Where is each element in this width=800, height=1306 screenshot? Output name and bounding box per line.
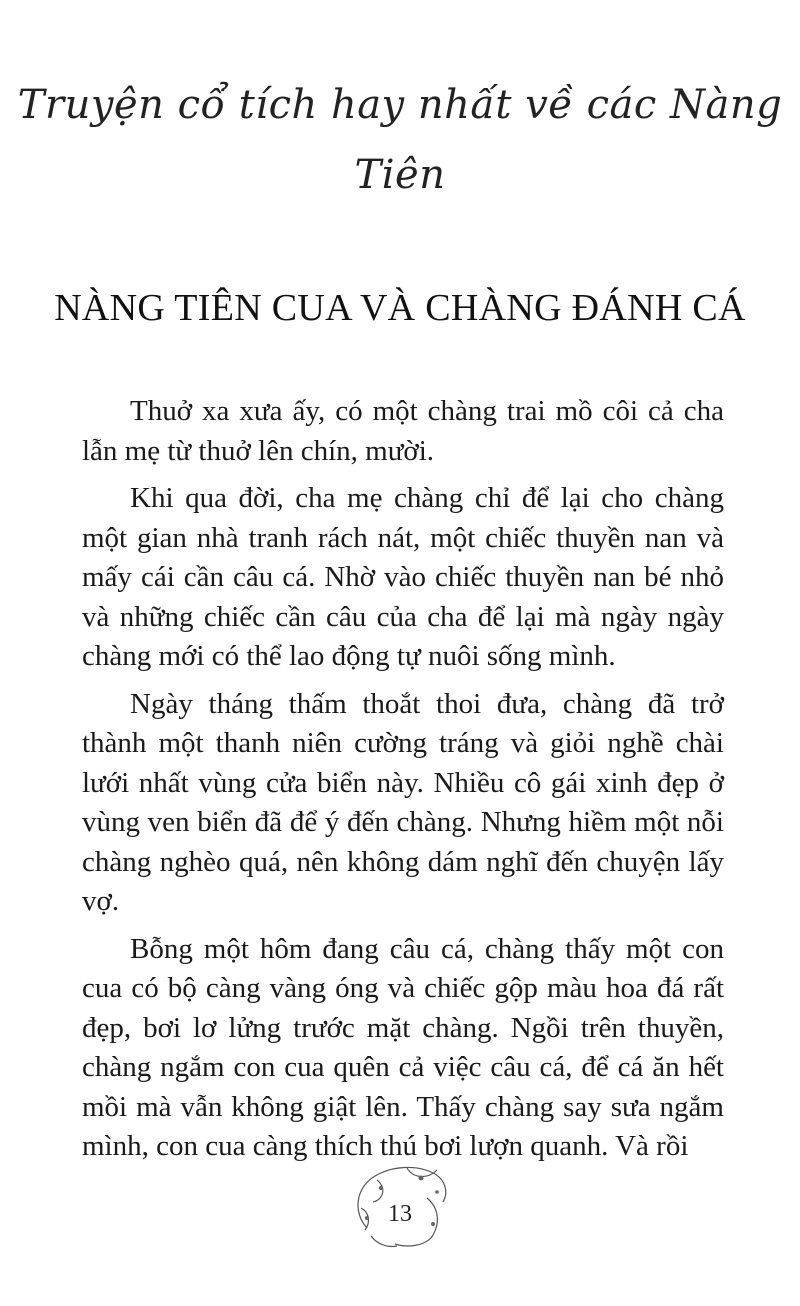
- paragraph-4: Bỗng một hôm đang câu cá, chàng thấy một con cua có bộ càng vàng óng và chiếc gộp màu hoa đá rất đẹp, bơi lơ lửng trước mặt chàng. Ngồi trên thuyền, chàng ngắm con cua quên cả việc câu cá, để cá ăn hết mồi mà vẫn không giật lên. Thấy chàng say sưa ngắm mình, con cua càng thích thú bơi lượn quanh. Và rồi: [82, 932, 724, 1162]
- story-title: NÀNG TIÊN CUA VÀ CHÀNG ĐÁNH CÁ: [54, 287, 746, 329]
- page-number: 13: [388, 1201, 412, 1227]
- paragraph-1: Thuở xa xưa ấy, có một chàng trai mồ côi cả cha lẫn mẹ từ thuở lên chín, mười.: [82, 395, 724, 467]
- paragraph-3: Ngày tháng thấm thoắt thoi đưa, chàng đã trở thành một thanh niên cường tráng và giỏi nghề chài lưới nhất vùng cửa biển này. Nhiều cô gái xinh đẹp ở vùng ven biển đã để ý đến chàng. Nhưng hiềm một nỗi chàng nghèo quá, nên không dám nghĩ đến chuyện lấy vợ.: [82, 687, 724, 917]
- paragraph-2: Khi qua đời, cha mẹ chàng chỉ để lại cho chàng một gian nhà tranh rách nát, một chiếc thuyền nan và mấy cái cần câu cá. Nhờ vào chiếc thuyền nan bé nhỏ và những chiếc cần câu của cha để lại mà ngày ngày chàng mới có thể lao động tự nuôi sống mình.: [82, 482, 724, 672]
- story-body: [82, 392, 724, 1175]
- running-header: Truyện cổ tích hay nhất về các Nàng Tiên: [17, 82, 783, 198]
